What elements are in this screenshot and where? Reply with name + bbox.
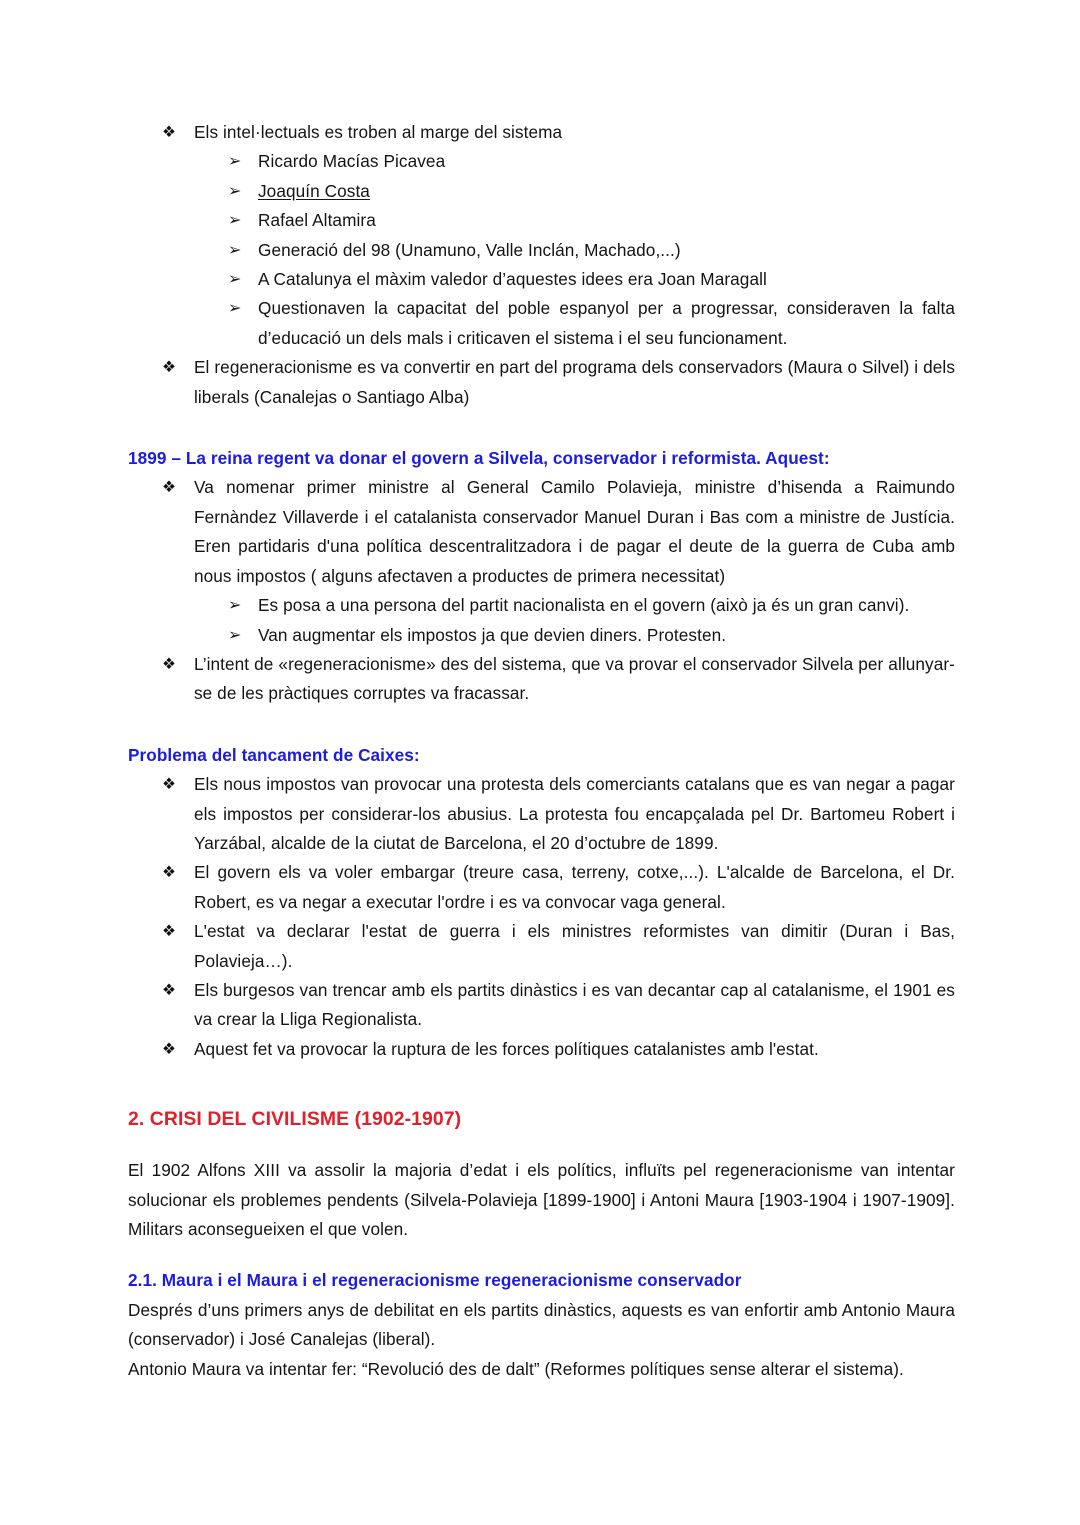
intro-bullet-list: [128, 118, 955, 412]
arrow-bullet-icon: ➢: [228, 300, 242, 318]
section-spacer: [128, 1244, 955, 1266]
list-item-text: Rafael Altamira: [258, 210, 376, 231]
list-item: [192, 265, 955, 294]
heading-1899: 1899 – La reina regent va donar el govern a Silvela, conservador i reformista. Aquest:: [128, 448, 830, 469]
section-2-paragraph: El 1902 Alfons XIII va assolir la majoria d’edat i els polítics, influïts pel regeneracionisme van intentar solucionar els problemes pendents (Silvela-Polavieja [1899-1900] i Antoni Maura [1903-1904 i 1907-1909]. Militars aconsegueixen el que volen.: [128, 1160, 955, 1239]
list-item-text: El govern els va voler embargar (treure casa, terreny, cotxe,...). L'alcalde de Barcelona, el Dr. Robert, es va negar a executar l'ordre i es va convocar vaga general.: [194, 862, 955, 912]
section-spacer: [128, 1134, 955, 1156]
list-item: [128, 118, 955, 353]
arrow-bullet-icon: ➢: [228, 597, 242, 615]
list-item: [128, 1035, 955, 1064]
list-item: [128, 650, 955, 709]
section-2-1-paragraph-1: Després d’uns primers anys de debilitat en els partits dinàstics, aquests es van enfortir amb Antonio Maura (conservador) i José Canalejas (liberal).: [128, 1299, 955, 1350]
arrow-bullet-icon: ➢: [228, 212, 242, 230]
list-item: [192, 177, 955, 206]
list-item: [128, 770, 955, 858]
arrow-bullet-icon: ➢: [228, 626, 242, 644]
list-item-text: Van augmentar els impostos ja que devien diners. Protesten.: [258, 624, 727, 645]
section-spacer: [128, 1064, 955, 1104]
section-caixes-bullet-list: [128, 770, 955, 1064]
list-item: [192, 147, 955, 176]
list-item-text: Els nous impostos van provocar una protesta dels comerciants catalans que es van negar a pagar els impostos per considerar-los abusius. La protesta fou encapçalada pel Dr. Bartomeu Robert i Yarzábal, alcalde de la ciutat de Barcelona, el 20 d’octubre de 1899.: [194, 774, 955, 853]
list-item-text: Aquest fet va provocar la ruptura de les forces polítiques catalanistes amb l'estat.: [194, 1038, 819, 1059]
list-item-text: Els burgesos van trencar amb els partits dinàstics i es van decantar cap al catalanisme, el 1901 es va crear la Lliga Regionalista.: [194, 979, 955, 1030]
document-content: [128, 118, 955, 1384]
heading-caixes: Problema del tancament de Caixes:: [128, 744, 420, 765]
section-spacer: [128, 709, 955, 741]
list-item: [192, 591, 955, 620]
diamond-bullet-icon: ❖: [162, 479, 176, 497]
list-item: [128, 353, 955, 412]
list-item-text: Questionaven la capacitat del poble espanyol per a progressar, consideraven la falta d’educació un dels mals i criticaven el sistema i el seu funcionament.: [258, 298, 955, 348]
diamond-bullet-icon: ❖: [162, 776, 176, 794]
diamond-bullet-icon: ❖: [162, 981, 176, 999]
section-spacer: [128, 412, 955, 444]
diamond-bullet-icon: ❖: [162, 923, 176, 941]
heading-section-2-1: 2.1. Maura i el Maura i el regeneracionisme regeneracionisme conservador: [128, 1270, 742, 1291]
list-item-text: Ricardo Macías Picavea: [258, 151, 446, 172]
list-item: [192, 236, 955, 265]
list-item: [192, 206, 955, 235]
list-item: [192, 294, 955, 353]
arrow-bullet-icon: ➢: [228, 153, 242, 171]
list-item: [128, 473, 955, 649]
list-item: [128, 917, 955, 976]
list-item: [128, 976, 955, 1035]
section-1899-sub-list: [192, 591, 955, 650]
list-item-text: Generació del 98 (Unamuno, Valle Inclán, Machado,...): [258, 239, 681, 260]
section-2-1-paragraph-2: Antonio Maura va intentar fer: “Revolució des de dalt” (Reformes polítiques sense alterar el sistema).: [128, 1358, 904, 1379]
diamond-bullet-icon: ❖: [162, 864, 176, 882]
heading-section-2: 2. CRISI DEL CIVILISME (1902-1907): [128, 1108, 462, 1131]
arrow-bullet-icon: ➢: [228, 241, 242, 259]
list-item-text: Es posa a una persona del partit nacionalista en el govern (això ja és un gran canvi).: [258, 595, 910, 616]
list-item: [192, 621, 955, 650]
diamond-bullet-icon: ❖: [162, 655, 176, 673]
intro-sub-list: [192, 147, 955, 353]
list-item-text-underlined: Joaquín Costa: [258, 180, 370, 201]
arrow-bullet-icon: ➢: [228, 182, 242, 200]
diamond-bullet-icon: ❖: [162, 1040, 176, 1058]
list-item-text: Va nomenar primer ministre al General Camilo Polavieja, ministre d’hisenda a Raimundo Fernàndez Villaverde i el catalanista conservador Manuel Duran i Bas com a ministre de Justícia. Eren partidaris d'una política descentralitzadora i de pagar el deute de la guerra de Cuba amb nous impostos ( alguns afectaven a productes de primera necessitat): [194, 477, 955, 586]
list-item-text: El regeneracionisme es va convertir en part del programa dels conservadors (Maura o Silvel) i dels liberals (Canalejas o Santiago Alba): [194, 357, 955, 407]
section-1899-bullet-list: [128, 473, 955, 708]
diamond-bullet-icon: ❖: [162, 359, 176, 377]
list-item-text: L'estat va declarar l'estat de guerra i els ministres reformistes van dimitir (Duran i Bas, Polavieja…).: [194, 921, 955, 971]
list-item: [128, 858, 955, 917]
list-item-text: A Catalunya el màxim valedor d’aquestes idees era Joan Maragall: [258, 269, 767, 290]
arrow-bullet-icon: ➢: [228, 271, 242, 289]
list-item-text: L’intent de «regeneracionisme» des del sistema, que va provar el conservador Silvela per allunyar-se de les pràctiques corruptes va fracassar.: [194, 653, 955, 704]
diamond-bullet-icon: ❖: [162, 124, 176, 141]
list-item-text: Els intel·lectuals es troben al marge del sistema: [194, 122, 563, 142]
